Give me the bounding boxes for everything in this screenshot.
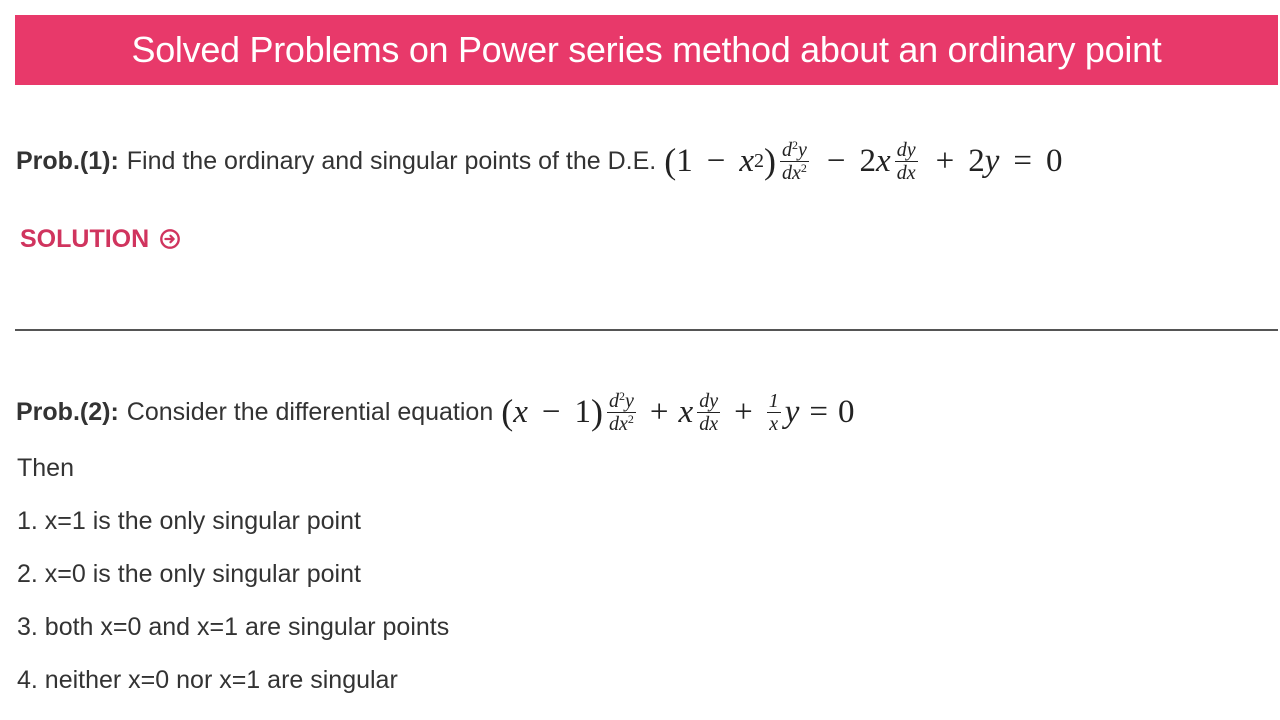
circle-arrow-icon <box>159 228 181 250</box>
problem-1-text: Find the ordinary and singular points of the D.E. <box>126 146 657 175</box>
problem-2-equation: ( x − 1 ) $\frac{d^2y}{dx^2}$ + x $\frac{dy}{dx}$ + $\frac{1}{x}$ y = 0 <box>501 388 855 435</box>
option-1: 1. x=1 is the only singular point <box>17 507 361 535</box>
title-banner <box>15 15 1278 85</box>
option-3: 3. both x=0 and x=1 are singular points <box>17 613 450 641</box>
problem-2-label: Prob.(2): <box>16 397 119 426</box>
problem-2-then: Then <box>17 454 74 482</box>
option-4: 4. neither x=0 nor x=1 are singular <box>17 666 398 694</box>
option-2: 2. x=0 is the only singular point <box>17 560 361 588</box>
problem-1 <box>16 131 1063 191</box>
problem-1-equation: ( 1 − x 2 ) $\frac{d^2y}{dx^2}$ − 2 x $\frac{dy}{dx}$ + 2 y = 0 <box>664 137 1063 184</box>
page-title: Solved Problems on Power series method about an ordinary point <box>131 29 1162 70</box>
section-divider <box>15 329 1278 331</box>
problem-1-label: Prob.(1): <box>16 146 119 175</box>
solution-toggle-button[interactable] <box>20 222 181 256</box>
problem-2-text: Consider the differential equation <box>126 397 494 426</box>
problem-2 <box>16 382 855 442</box>
solution-label: SOLUTION <box>20 224 150 253</box>
